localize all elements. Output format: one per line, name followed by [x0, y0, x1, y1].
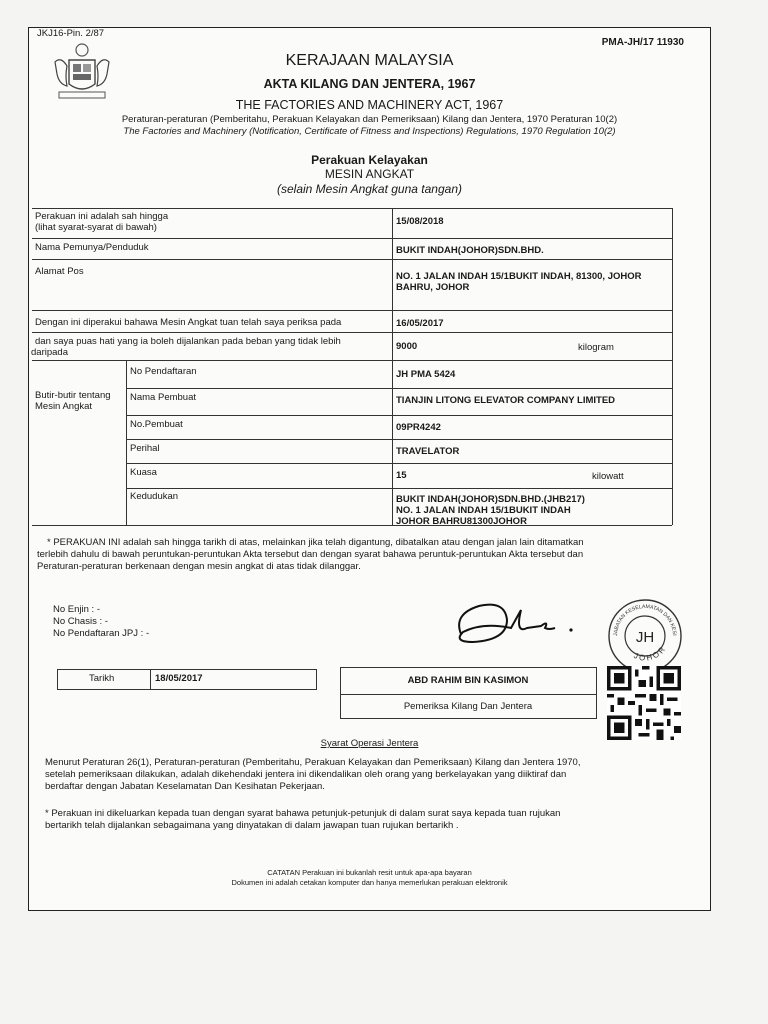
- officer-name: ABD RAHIM BIN KASIMON: [407, 675, 529, 686]
- max-load-label: dan saya puas hati yang ia boleh dijalankan pada beban yang tidak lebih: [35, 336, 341, 347]
- regulation-malay: Peraturan-peraturan (Pemberitahu, Perakuan Kelayakan dan Pemeriksaan) Kilang dan Jentera, 1970 Peraturan 10(2): [121, 114, 618, 125]
- maker-label: Nama Pembuat: [130, 392, 197, 403]
- conditions-p2-line2: bertarikh telah dijalankan sebagaimana yang dinyatakan di dalam jawapan tuan rujukan bertarikh .: [45, 820, 459, 831]
- certificate-title: Perakuan Kelayakan: [311, 153, 428, 167]
- table-line: [32, 238, 672, 239]
- officer-title: Pemeriksa Kilang Dan Jentera: [403, 701, 533, 712]
- date-label: Tarikh: [89, 673, 115, 684]
- chassis-no: No Chasis : -: [53, 616, 108, 627]
- conditions-p1-line2: setelah pemeriksaan dilakukan, adalah dikehendaki jentera ini dikendalikan oleh orang yang berkelayakan yang diiktiraf dan: [45, 769, 567, 780]
- subject-value: TRAVELATOR: [396, 446, 460, 457]
- footer-note-line1: CATATAN Perakuan ini bukanlah resit untuk apa-apa bayaran: [267, 868, 472, 877]
- table-line: [32, 259, 672, 260]
- table-line: [126, 463, 672, 464]
- svg-text:JOHOR: [632, 644, 668, 663]
- power-value: 15: [396, 470, 407, 481]
- max-load-sublabel: daripada: [31, 347, 68, 358]
- qr-code-icon: [607, 666, 681, 740]
- validity-notice-line1: * PERAKUAN INI adalah sah hingga tarikh di atas, melainkan jika telah digantung, dibatalkan atau dengan jalan lain ditamatkan: [47, 537, 584, 548]
- maker-no-value: 09PR4242: [396, 422, 441, 433]
- location-value-line2: NO. 1 JALAN INDAH 15/1BUKIT INDAH: [396, 505, 571, 516]
- power-unit: kilowatt: [592, 471, 624, 482]
- stamp-initials: JH: [635, 629, 655, 646]
- malaysia-crest-icon: [49, 40, 115, 102]
- owner-value: BUKIT INDAH(JOHOR)SDN.BHD.: [396, 245, 544, 256]
- certificate-document: [28, 27, 711, 911]
- table-line: [126, 360, 127, 525]
- maker-value: TIANJIN LITONG ELEVATOR COMPANY LIMITED: [396, 395, 616, 406]
- title-akta: AKTA KILANG DAN JENTERA, 1967: [263, 77, 476, 91]
- machine-details-sublabel: Mesin Angkat: [35, 401, 93, 412]
- location-value-line1: BUKIT INDAH(JOHOR)SDN.BHD.(JHB217): [396, 494, 585, 505]
- table-line: [126, 488, 672, 489]
- table-line: [126, 388, 672, 389]
- table-line: [392, 208, 393, 525]
- location-value-line3: JOHOR BAHRU81300JOHOR: [396, 516, 527, 527]
- table-line: [340, 694, 596, 695]
- valid-until-sublabel: (lihat syarat-syarat di bawah): [35, 222, 157, 233]
- stamp-bottom-text: JOHOR: [632, 643, 669, 663]
- table-line: [150, 669, 151, 689]
- reg-no-label: No Pendaftaran: [130, 366, 197, 377]
- table-line: [672, 208, 673, 525]
- validity-notice-line2: terlebih dahulu di bawah peruntukan-peruntukan Akta tersebut dan dengan syarat bahawa peruntuk-peruntukan Akta tersebut dan: [37, 549, 584, 560]
- table-line: [126, 439, 672, 440]
- table-line: [32, 310, 672, 311]
- address-value-line2: BAHRU, JOHOR: [396, 282, 470, 293]
- conditions-p1-line3: berdaftar dengan Jabatan Keselamatan Dan Kesihatan Pekerjaan.: [45, 781, 325, 792]
- address-label: Alamat Pos: [35, 266, 84, 277]
- inspected-date-value: 16/05/2017: [396, 318, 444, 329]
- conditions-heading: Syarat Operasi Jentera: [320, 738, 419, 749]
- address-value-line1: NO. 1 JALAN INDAH 15/1BUKIT INDAH, 81300, JOHOR: [396, 271, 642, 282]
- valid-until-value: 15/08/2018: [396, 216, 444, 227]
- table-line: [32, 360, 672, 361]
- max-load-value: 9000: [396, 341, 418, 352]
- regulation-english: The Factories and Machinery (Notification, Certificate of Fitness and Inspections) Regulations, 1970 Regulation 10(2): [123, 126, 616, 137]
- title-kerajaan: KERAJAAN MALAYSIA: [285, 52, 454, 69]
- table-line: [32, 332, 672, 333]
- conditions-p1-line1: Menurut Peraturan 26(1), Peraturan-peraturan (Pemberitahu, Perakuan Kelayakan dan Pemeriksaan) Kilang dan Jentera 1970,: [45, 757, 581, 768]
- valid-until-label: Perakuan ini adalah sah hingga: [35, 211, 169, 222]
- maker-no-label: No.Pembuat: [130, 419, 183, 430]
- machine-details-label: Butir-butir tentang: [35, 390, 111, 401]
- engine-no: No Enjin : -: [53, 604, 100, 615]
- table-line: [32, 525, 672, 526]
- form-id: JKJ16-Pin. 2/87: [37, 28, 105, 39]
- max-load-unit: kilogram: [578, 342, 614, 353]
- reg-no-value: JH PMA 5424: [396, 369, 456, 380]
- table-line: [126, 415, 672, 416]
- conditions-p2-line1: * Perakuan ini dikeluarkan kepada tuan dengan syarat bahawa petunjuk-petunjuk di dalam surat saya kepada tuan rujukan: [45, 808, 561, 819]
- title-act-english: THE FACTORIES AND MACHINERY ACT, 1967: [235, 98, 504, 112]
- reference-number: PMA-JH/17 11930: [601, 37, 684, 48]
- inspected-label: Dengan ini diperakui bahawa Mesin Angkat tuan telah saya periksa pada: [35, 317, 342, 328]
- subject-label: Perihal: [130, 443, 160, 454]
- power-label: Kuasa: [130, 467, 157, 478]
- date-value: 18/05/2017: [155, 673, 203, 684]
- signature-image: [451, 594, 581, 656]
- owner-label: Nama Pemunya/Penduduk: [35, 242, 149, 253]
- certificate-note: (selain Mesin Angkat guna tangan): [276, 182, 462, 196]
- footer-note-line2: Dokumen ini adalah cetakan komputer dan hanya memerlukan perakuan elektronik: [231, 878, 508, 887]
- table-line: [32, 208, 672, 209]
- location-label: Kedudukan: [130, 491, 179, 502]
- jpj-no: No Pendaftaran JPJ : -: [53, 628, 150, 639]
- validity-notice-line3: Peraturan-peraturan berkenaan dengan mesin angkat di atas tidak dilanggar.: [37, 561, 361, 572]
- stamp-top-text: JABATAN KESELAMATAN DAN KESI: [612, 603, 678, 637]
- certificate-subtitle: MESIN ANGKAT: [324, 167, 415, 181]
